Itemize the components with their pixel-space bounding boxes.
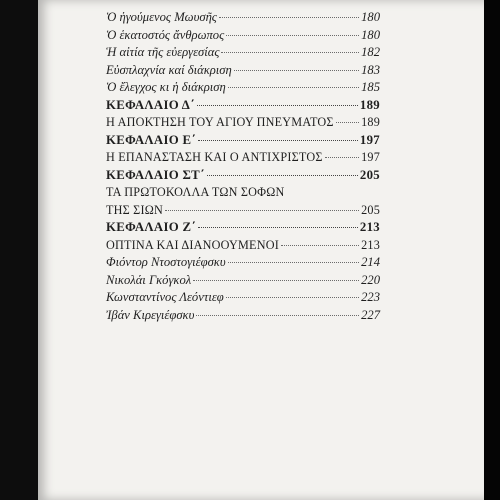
toc-entry-page: 185 (361, 80, 380, 94)
dot-leader (196, 315, 359, 316)
dot-leader (228, 262, 359, 263)
chapter-page: 197 (359, 132, 380, 147)
chapter-title: ΚΕΦΑΛΑΙΟ ΣΤ΄ (106, 167, 205, 182)
toc-entry-page: 214 (361, 255, 380, 269)
chapter-heading (106, 97, 380, 115)
dot-leader (207, 175, 358, 176)
chapter-heading (106, 132, 380, 150)
toc-entry-page: 223 (361, 290, 380, 304)
section-page: 197 (361, 150, 380, 164)
section-entry (106, 149, 380, 167)
toc-entry (106, 254, 380, 272)
toc-entry-page: 182 (361, 45, 380, 59)
toc-entry (106, 289, 380, 307)
toc-entry-page: 220 (361, 272, 380, 287)
chapter-title: ΚΕΦΑΛΑΙΟ Ε΄ (106, 132, 196, 147)
chapter-title: ΚΕΦΑΛΑΙΟ Δ΄ (106, 97, 195, 112)
section-page: 189 (361, 115, 380, 129)
toc-entry-page: 227 (361, 307, 380, 322)
dot-leader (234, 70, 359, 71)
toc-entry-title: Ἡ αἰτία τῆς εὐεργεσίας (106, 45, 220, 59)
section-title-line1: ΤΑ ΠΡΩΤΟΚΟΛΛΑ ΤΩΝ ΣΟΦΩΝ (106, 185, 285, 199)
chapter-title: ΚΕΦΑΛΑΙΟ Ζ΄ (106, 220, 196, 234)
section-title: Η ΑΠΟΚΤΗΣΗ ΤΟΥ ΑΓΙΟΥ ΠΝΕΥΜΑΤΟΣ (106, 115, 334, 129)
toc-entry-page: 180 (361, 27, 380, 42)
toc-entry-title: Νικολάι Γκόγκολ (106, 272, 192, 287)
section-title: Η ΕΠΑΝΑΣΤΑΣΗ ΚΑΙ Ο ΑΝΤΙΧΡΙΣΤΟΣ (106, 150, 323, 164)
dot-leader (198, 140, 358, 141)
toc-entry (106, 9, 380, 27)
page-edge-shadow (484, 0, 500, 500)
dot-leader (193, 280, 359, 281)
section-entry (106, 202, 380, 220)
toc-entry-title: Ὁ ἔλεγχος κι ἡ διάκριση (106, 80, 226, 94)
toc-entry-title: Ἰβάν Κιρεγιέφσκυ (106, 307, 195, 322)
dot-leader (325, 157, 359, 158)
chapter-page: 205 (359, 167, 380, 182)
toc-entry-page: 180 (361, 10, 380, 24)
dot-leader (226, 297, 359, 298)
toc-entry-title: Ὁ ἡγούμενος Μωυσῆς (106, 10, 217, 24)
toc-entry (106, 272, 380, 290)
dot-leader (165, 210, 359, 211)
dot-leader (221, 52, 359, 53)
toc-entry (106, 44, 380, 62)
chapter-heading (106, 167, 380, 185)
toc-entry-title: Ὁ ἑκατοστός ἄνθρωπος (106, 27, 225, 42)
dot-leader (198, 227, 358, 228)
toc-entry (106, 62, 380, 80)
chapter-page: 189 (359, 97, 380, 112)
toc-entry-page: 183 (361, 62, 380, 77)
dot-leader (281, 245, 359, 246)
section-title: ΟΠΤΙΝΑ ΚΑΙ ΔΙΑΝΟΟΥΜΕΝΟΙ (106, 237, 279, 252)
section-title-line2: ΤΗΣ ΣΙΩΝ (106, 202, 163, 217)
dot-leader (226, 35, 359, 36)
section-page: 213 (361, 237, 380, 252)
dot-leader (336, 122, 359, 123)
chapter-page: 213 (359, 220, 380, 234)
section-entry (106, 114, 380, 132)
toc-entry (106, 79, 380, 97)
toc-entry (106, 307, 380, 325)
toc-entry-title: Φιόντορ Ντοστογιέφσκυ (106, 255, 226, 269)
dot-leader (219, 17, 359, 18)
section-entry (106, 237, 380, 255)
toc-entry-title: Κωνσταντίνος Λεόντιεφ (106, 290, 224, 304)
dot-leader (228, 87, 359, 88)
table-of-contents (106, 9, 380, 324)
toc-entry-title: Εὐσπλαχνία καί διάκριση (106, 62, 232, 77)
section-page: 205 (361, 202, 380, 217)
toc-entry (106, 27, 380, 45)
chapter-heading (106, 219, 380, 237)
dot-leader (197, 105, 358, 106)
